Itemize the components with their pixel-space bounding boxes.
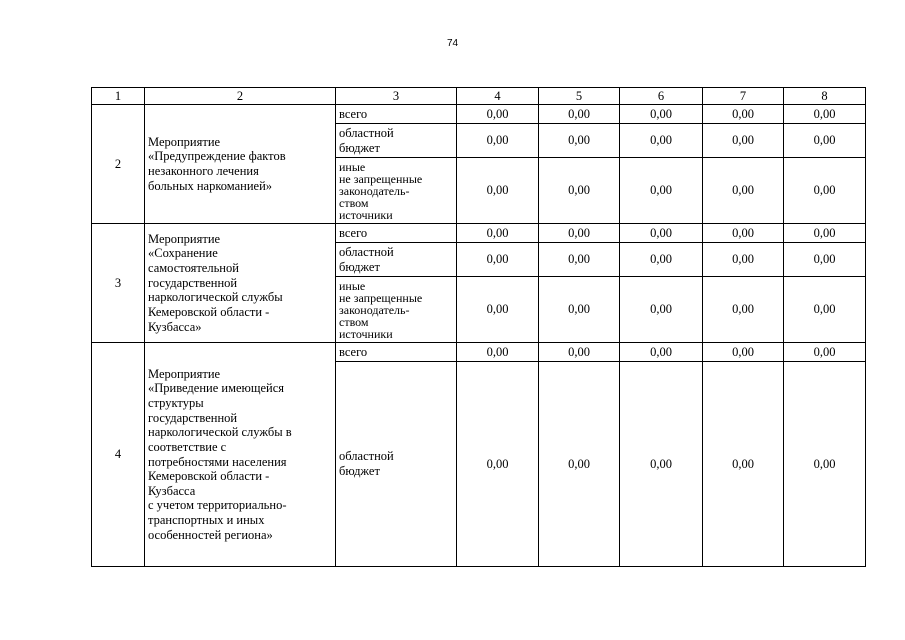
amount-cell: 0,00	[539, 224, 620, 243]
page-number: 74	[446, 38, 459, 49]
funding-source-line: всего	[339, 344, 368, 359]
funding-source	[336, 124, 457, 158]
activity-name-line: государственной	[148, 275, 238, 290]
amount-cell: 0,00	[539, 277, 620, 343]
amount-cell: 0,00	[539, 158, 620, 224]
row-number: 3	[92, 224, 145, 343]
amount-cell: 0,00	[539, 343, 620, 362]
activity-name-line: особенностей региона»	[148, 527, 273, 542]
budget-table	[91, 87, 866, 567]
funding-source	[336, 277, 457, 343]
amount-cell: 0,00	[703, 105, 784, 124]
column-number-2: 2	[145, 88, 336, 105]
column-number-4: 4	[457, 88, 539, 105]
amount-cell: 0,00	[620, 105, 703, 124]
amount-cell: 0,00	[620, 243, 703, 277]
activity-name-line: Кузбасса	[148, 483, 196, 498]
table-row	[92, 343, 866, 362]
amount-cell: 0,00	[784, 105, 866, 124]
activity-name-line: «Предупреждение фактов	[148, 149, 286, 164]
amount-cell: 0,00	[457, 224, 539, 243]
column-number-7: 7	[703, 88, 784, 105]
activity-name-line: «Приведение имеющейся	[148, 381, 285, 396]
funding-source-line: бюджет	[339, 464, 380, 478]
amount-cell: 0,00	[457, 277, 539, 343]
amount-cell: 0,00	[703, 277, 784, 343]
amount-cell: 0,00	[784, 158, 866, 224]
activity-name-line: с учетом территориально-	[148, 498, 287, 513]
activity-name-line: Мероприятие	[148, 366, 221, 381]
amount-cell: 0,00	[457, 343, 539, 362]
column-number-3: 3	[336, 88, 457, 105]
amount-cell: 0,00	[539, 105, 620, 124]
funding-source	[336, 158, 457, 224]
activity-name-line: Мероприятие	[148, 231, 221, 246]
activity-name-line: «Сохранение	[148, 246, 218, 261]
amount-cell: 0,00	[539, 124, 620, 158]
activity-name	[145, 343, 336, 567]
amount-cell: 0,00	[620, 277, 703, 343]
funding-source	[336, 343, 457, 362]
column-number-8: 8	[784, 88, 866, 105]
activity-name-line: Кузбасса»	[148, 319, 202, 334]
activity-name-line: Кемеровской области -	[148, 304, 270, 319]
activity-name-line: потребностями населения	[148, 454, 287, 469]
funding-source	[336, 362, 457, 567]
funding-source-line: законодатель-	[339, 302, 410, 317]
funding-source-line: не запрещенные	[339, 290, 423, 305]
activity-name-line: наркологической службы в	[148, 425, 292, 440]
funding-source-line: бюджет	[339, 259, 380, 274]
funding-source	[336, 105, 457, 124]
activity-name	[145, 105, 336, 224]
amount-cell: 0,00	[784, 277, 866, 343]
funding-source-line: ством	[339, 195, 369, 210]
amount-cell: 0,00	[620, 362, 703, 567]
activity-name-line: больных наркоманией»	[148, 178, 273, 193]
funding-source-line: областной	[339, 244, 394, 259]
funding-source-line: источники	[339, 207, 393, 222]
row-number: 4	[92, 343, 145, 567]
amount-cell: 0,00	[703, 362, 784, 567]
amount-cell: 0,00	[784, 243, 866, 277]
activity-name-line: соответствие с	[148, 439, 227, 454]
amount-cell: 0,00	[703, 243, 784, 277]
activity-name-line: транспортных и иных	[148, 513, 265, 527]
amount-cell: 0,00	[703, 224, 784, 243]
column-number-1: 1	[92, 88, 145, 105]
activity-name-line: Кемеровской области -	[148, 469, 270, 484]
amount-cell: 0,00	[457, 362, 539, 567]
table-row	[92, 105, 866, 124]
activity-name-line: Мероприятие	[148, 134, 221, 149]
funding-source-line: бюджет	[339, 140, 380, 155]
funding-source-line: не запрещенные	[339, 171, 423, 186]
amount-cell: 0,00	[784, 343, 866, 362]
funding-source-line: ством	[339, 314, 369, 329]
amount-cell: 0,00	[457, 124, 539, 158]
amount-cell: 0,00	[457, 243, 539, 277]
activity-name-line: самостоятельной	[148, 261, 239, 276]
amount-cell: 0,00	[620, 158, 703, 224]
funding-source-line: иные	[339, 278, 366, 293]
funding-source	[336, 224, 457, 243]
funding-source-line: источники	[339, 326, 393, 341]
amount-cell: 0,00	[457, 105, 539, 124]
funding-source-line: всего	[339, 225, 368, 240]
activity-name	[145, 224, 336, 343]
funding-source-line: областной	[339, 125, 394, 140]
amount-cell: 0,00	[703, 124, 784, 158]
funding-source-line: иные	[339, 159, 366, 174]
funding-source-line: областной	[339, 449, 394, 464]
amount-cell: 0,00	[620, 224, 703, 243]
amount-cell: 0,00	[784, 224, 866, 243]
table-row	[92, 224, 866, 243]
amount-cell: 0,00	[620, 343, 703, 362]
activity-name-line: наркологической службы	[148, 290, 283, 305]
row-number: 2	[92, 105, 145, 224]
funding-source	[336, 243, 457, 277]
activity-name-line: структуры	[148, 396, 204, 410]
activity-name-line: незаконного лечения	[148, 164, 259, 178]
amount-cell: 0,00	[539, 362, 620, 567]
amount-cell: 0,00	[620, 124, 703, 158]
amount-cell: 0,00	[784, 124, 866, 158]
amount-cell: 0,00	[784, 362, 866, 567]
funding-source-line: всего	[339, 106, 368, 121]
column-number-6: 6	[620, 88, 703, 105]
funding-source-line: законодатель-	[339, 183, 410, 198]
amount-cell: 0,00	[703, 343, 784, 362]
amount-cell: 0,00	[457, 158, 539, 224]
header-row	[92, 88, 866, 105]
activity-name-line: государственной	[148, 410, 238, 425]
amount-cell: 0,00	[703, 158, 784, 224]
column-number-5: 5	[539, 88, 620, 105]
amount-cell: 0,00	[539, 243, 620, 277]
